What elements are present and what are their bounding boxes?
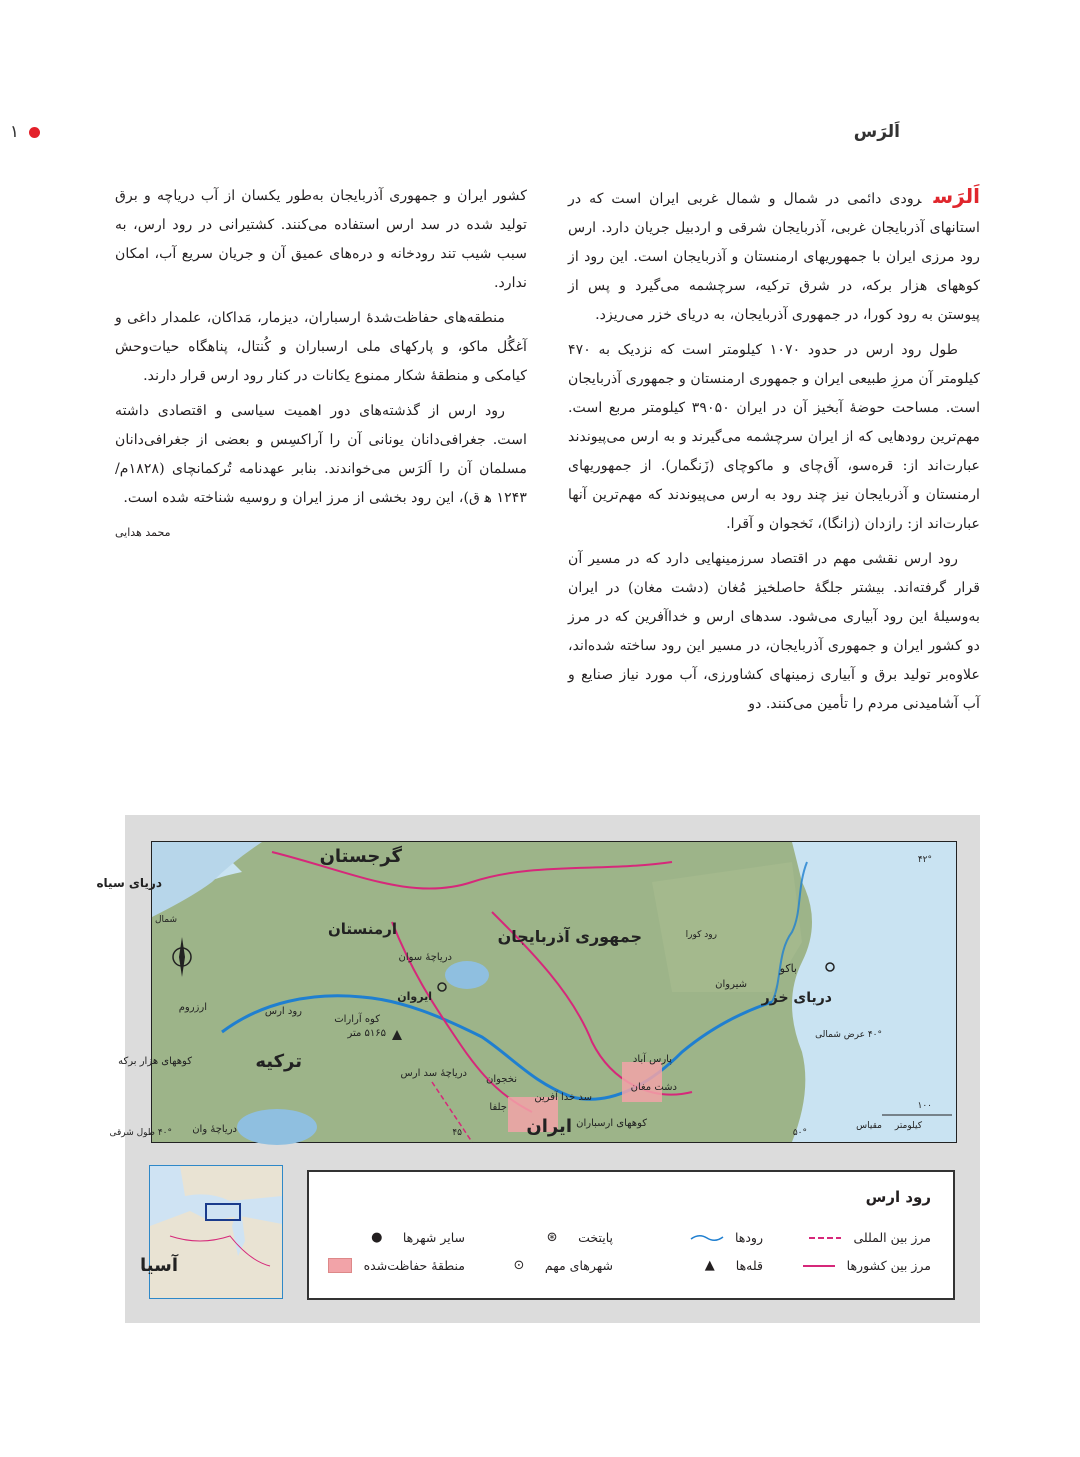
label-lat40: ۴۰° عرض شمالی xyxy=(815,1030,882,1040)
capital-icon: ⊛ xyxy=(546,1230,558,1245)
label-sevan: دریاچهٔ سوان xyxy=(398,952,452,963)
van-lake xyxy=(237,1109,317,1145)
legend-protected-label: منطقهٔ حفاظت‌شده xyxy=(363,1258,465,1273)
label-scale-km: کیلومتر xyxy=(894,1121,922,1131)
label-baku: باکو xyxy=(779,962,797,975)
legend-intl-border-label: مرز بین المللی xyxy=(853,1230,931,1245)
label-ararat-height: ۵۱۶۵ متر xyxy=(347,1028,386,1039)
label-lon50: ۵۰° xyxy=(792,1128,807,1138)
paragraph-3: رود ارس نقشی مهم در اقتصاد سرزمینهایی دارد که در مسیر آن قرار گرفته‌اند. بیشتر جلگهٔ حاصلخیز مُغان (دشت مغان) در ایران به‌وسیلهٔ این رود آبیاری می‌شود. سدهای ارس و خداآفرین که در مرز دو کشور ایران و جمهوری آذربایجان، در مسیر این رود ساخته شده‌اند، علاوه‌بر تولید برق و آبیاری زمینهای کشاورزی، آب مورد نیاز صنایع و آب آشامیدنی مردم را تأمین می‌کنند. دو xyxy=(568,551,980,712)
legend-intl-border xyxy=(809,1230,931,1245)
country-border-icon xyxy=(803,1262,835,1270)
paragraph-5: منطقه‌های حفاظت‌شدهٔ ارسباران، دیزمار، مَداکان، علمدار داغی و آغگُل ماکو، و پارکهای ملی ارسباران و کُنتال، پناهگاه حیات‌وحش کیامکی و منطقهٔ شکار ممنوع یکانات در کنار رود ارس قرار دارند. xyxy=(115,310,527,384)
red-dot-icon xyxy=(29,127,40,138)
label-azerbaijan: جمهوری آذربایجان xyxy=(497,927,642,946)
paragraph-4: کشور ایران و جمهوری آذربایجان به‌طور یکسان از آب دریاچه و برق تولید شده در سد ارس استفاده می‌کنند. کشتیرانی در رود ارس، به سبب شیب تند رودخانه و دره‌های عمیق آن و جریان سریع آب، امکان ندارد. xyxy=(115,188,527,291)
label-hezar-berke: کوههای هزار برکه xyxy=(118,1056,192,1067)
label-nakhchivan: نخجوان xyxy=(486,1074,517,1085)
label-asia: آسیا xyxy=(140,1255,178,1276)
label-iran: ایران xyxy=(526,1116,572,1137)
page-number-group xyxy=(10,122,40,142)
author-name: محمد هدایی xyxy=(115,526,171,539)
left-column xyxy=(115,182,527,547)
legend-title: رود ارس xyxy=(865,1188,931,1206)
label-khodaafarin: سد خدا آفرین xyxy=(534,1092,592,1103)
legend-major-cities xyxy=(505,1258,613,1273)
label-erzurum: ارزروم xyxy=(178,1002,207,1013)
label-van: دریاچهٔ وان xyxy=(192,1124,237,1135)
legend-capital xyxy=(538,1230,613,1245)
major-city-icon: ⊙ xyxy=(513,1258,525,1273)
label-black-sea: دریای سیاه xyxy=(96,876,162,890)
paragraph-2: طول رود ارس در حدود ۱۰۷۰ کیلومتر است که نزدیک به ۴۷۰ کیلومتر آن مرزِ طبیعی ایران و جمهوری ارمنستان و جمهوری آذربایجان است. مساحت حوضهٔ آبخیز آن در ایران ۳۹۰۵۰ کیلومتر مربع است. مهم‌ترین رودهایی که از ایران سرچشمه می‌گیرند و به ارس می‌پیوندند عبارت‌اند از: قره‌سو، آق‌چای و ماکوچای (زَنگمار). از جمهوریهای ارمنستان و آذربایجان نیز چند رود به ارس می‌پیوندند که مهم‌ترین آنها عبارت‌اند از: رازدان (زانگا)، نَخجوان و آقرا. xyxy=(568,342,981,532)
page-number: ۱ xyxy=(9,122,19,142)
legend-rivers-label: رودها xyxy=(734,1230,763,1245)
entry-title: اَلرَس xyxy=(933,184,980,208)
legend-country-border xyxy=(803,1258,931,1273)
label-moghan: دشت مغان xyxy=(630,1082,677,1093)
label-aras-dam: دریاچهٔ سد ارس xyxy=(400,1068,467,1079)
label-georgia: گرجستان xyxy=(319,846,402,867)
river-icon xyxy=(691,1233,723,1243)
label-caspian: دریای خزر xyxy=(761,990,832,1006)
running-title: اَلرَس xyxy=(853,122,900,142)
label-armenia: ارمنستان xyxy=(327,920,397,938)
legend-major-cities-label: شهرهای مهم xyxy=(544,1258,613,1273)
map-panel xyxy=(96,815,980,1323)
sevan-lake xyxy=(445,961,489,989)
paragraph-1 xyxy=(568,182,980,330)
peak-icon: ▲ xyxy=(704,1258,715,1273)
legend-other-cities xyxy=(363,1230,465,1245)
legend-rivers xyxy=(691,1230,763,1245)
map-legend xyxy=(307,1170,955,1300)
intl-border-icon xyxy=(809,1234,841,1242)
label-scale-value: ۱۰۰ xyxy=(917,1101,932,1111)
page-header xyxy=(0,122,900,152)
paragraph-1-text: رودی دائمی در شمال و شمال غربی ایران است که در استانهای آذربایجان غربی، آذربایجان شرقی و اردبیل جریان دارد. ارس رود مرزی ایران با جمهوریهای ارمنستان و آذربایجان است. این رود از کوههای هزار برکه، در شرق ترکیه، سرچشمه می‌گیرد و پس از پیوستن به رود کورا، در جمهوری آذربایجان، به دریای خزر می‌ریزد. xyxy=(568,191,980,323)
protected-area-swatch xyxy=(328,1258,352,1273)
label-parsabad: پارس آباد xyxy=(632,1054,672,1065)
label-scale: مقیاس xyxy=(856,1121,882,1131)
label-aras-river: رود ارس xyxy=(264,1006,302,1017)
label-kura: رود کورا xyxy=(685,930,717,940)
label-lon40: ۴۰° طول شرقی xyxy=(109,1128,172,1138)
city-dot-icon: ● xyxy=(371,1230,383,1245)
label-lat42: ۴۲° xyxy=(917,855,932,865)
label-shirvan: شیروان xyxy=(715,979,747,990)
label-jolfa: جلفا xyxy=(489,1102,507,1113)
label-north: شمال xyxy=(154,915,177,925)
paragraph-6 xyxy=(115,397,527,539)
inset-map xyxy=(140,1165,283,1299)
legend-peaks xyxy=(696,1258,763,1273)
legend-peaks-label: قله‌ها xyxy=(735,1258,763,1273)
label-turkey: ترکیه xyxy=(255,1051,302,1072)
legend-capital-label: پایتخت xyxy=(578,1230,613,1245)
legend-other-cities-label: سایر شهرها xyxy=(402,1230,465,1245)
label-arasbaran: کوههای ارسباران xyxy=(576,1118,647,1129)
paragraph-6-text: رود ارس از گذشته‌های دور اهمیت سیاسی و اقتصادی داشته است. جغرافی‌دانان یونانی آن را آراکسِس و بعضی از جغرافی‌دانان مسلمان آن را اَلرَس می‌خواندند. بنابر عهدنامه تُرکمانچای (۱۸۲۸م/ ۱۲۴۳ ه‍ ق)، این رود بخشی از مرز ایران و روسیه شناخته شده است. xyxy=(115,403,527,506)
right-column xyxy=(568,182,980,725)
label-lon45: ۴۵ xyxy=(452,1128,462,1138)
legend-protected xyxy=(328,1258,465,1273)
label-yerevan: ایروان xyxy=(397,990,432,1003)
legend-country-border-label: مرز بین کشورها xyxy=(846,1258,931,1273)
aras-map xyxy=(96,841,957,1143)
label-ararat: کوه آرارات xyxy=(334,1014,380,1025)
